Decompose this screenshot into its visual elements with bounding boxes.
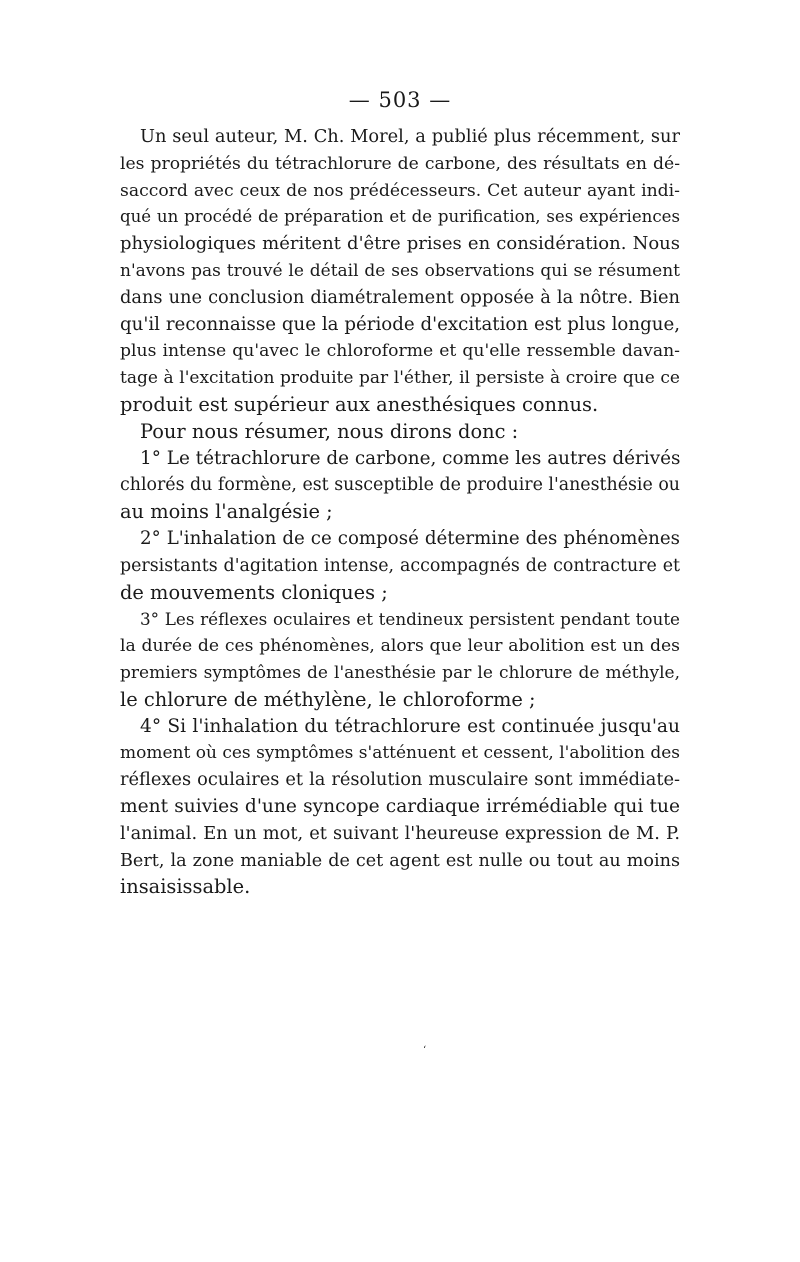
text-line: chlorés du formène, est susceptible de produire l'anesthésie ou [120,475,680,496]
text-line: saccord avec ceux de nos prédécesseurs. Cet auteur ayant indi- [120,180,680,201]
text-line: les propriétés du tétrachlorure de carbone, des résultats en dé- [120,153,680,174]
text-line: Bert, la zone maniable de cet agent est nulle ou tout au moins [120,850,680,871]
text-line: persistants d'agitation intense, accompagnés de contracture et [120,555,680,576]
text-line: n'avons pas trouvé le détail de ses observations qui se résument [120,260,680,281]
text-line: 4° Si l'inhalation du tétrachlorure est continuée jusqu'au [140,715,680,737]
text-line: 3° Les réflexes oculaires et tendineux persistent pendant toute [140,609,680,630]
text-line: la durée de ces phénomènes, alors que leur abolition est un des [120,636,680,657]
text-line: l'animal. En un mot, et suivant l'heureuse expression de M. P. [120,822,680,844]
print-speck-mark: ‘ [423,1045,427,1056]
text-line: réflexes oculaires et la résolution musculaire sont immédiate- [120,769,680,791]
text-line: dans une conclusion diamétralement opposée à la nôtre. Bien [120,286,680,308]
text-line: plus intense qu'avec le chloroforme et qu'elle ressemble davan- [120,341,680,362]
text-line: produit est supérieur aux anesthésiques connus. [120,392,599,416]
text-line: qu'il reconnaisse que la période d'excitation est plus longue, [120,313,680,335]
text-line: premiers symptômes de l'anesthésie par le chlorure de méthyle, [120,662,680,683]
text-line: qué un procédé de préparation et de purification, ses expériences [120,207,680,227]
text-line: insaisissable. [120,875,251,899]
text-line: au moins l'analgésie ; [120,500,333,524]
text-line: physiologiques méritent d'être prises en considération. Nous [120,233,680,255]
text-line: 2° L'inhalation de ce composé détermine des phénomènes [140,527,680,549]
body-text [120,124,680,901]
text-line: le chlorure de méthylène, le chloroforme ; [120,687,536,711]
text-line: moment où ces symptômes s'atténuent et cessent, l'abolition des [120,743,680,764]
text-line: Pour nous résumer, nous dirons donc : [140,419,519,443]
page-number: — 503 — [348,88,452,112]
text-line: tage à l'excitation produite par l'éther, il persiste à croire que ce [120,368,680,389]
text-line: Un seul auteur, M. Ch. Morel, a publié plus récemment, sur [140,126,680,147]
text-line: ment suivies d'une syncope cardiaque irrémédiable qui tue [120,795,680,817]
text-line: de mouvements cloniques ; [120,580,388,604]
text-line: 1° Le tétrachlorure de carbone, comme les autres dérivés [140,447,681,469]
